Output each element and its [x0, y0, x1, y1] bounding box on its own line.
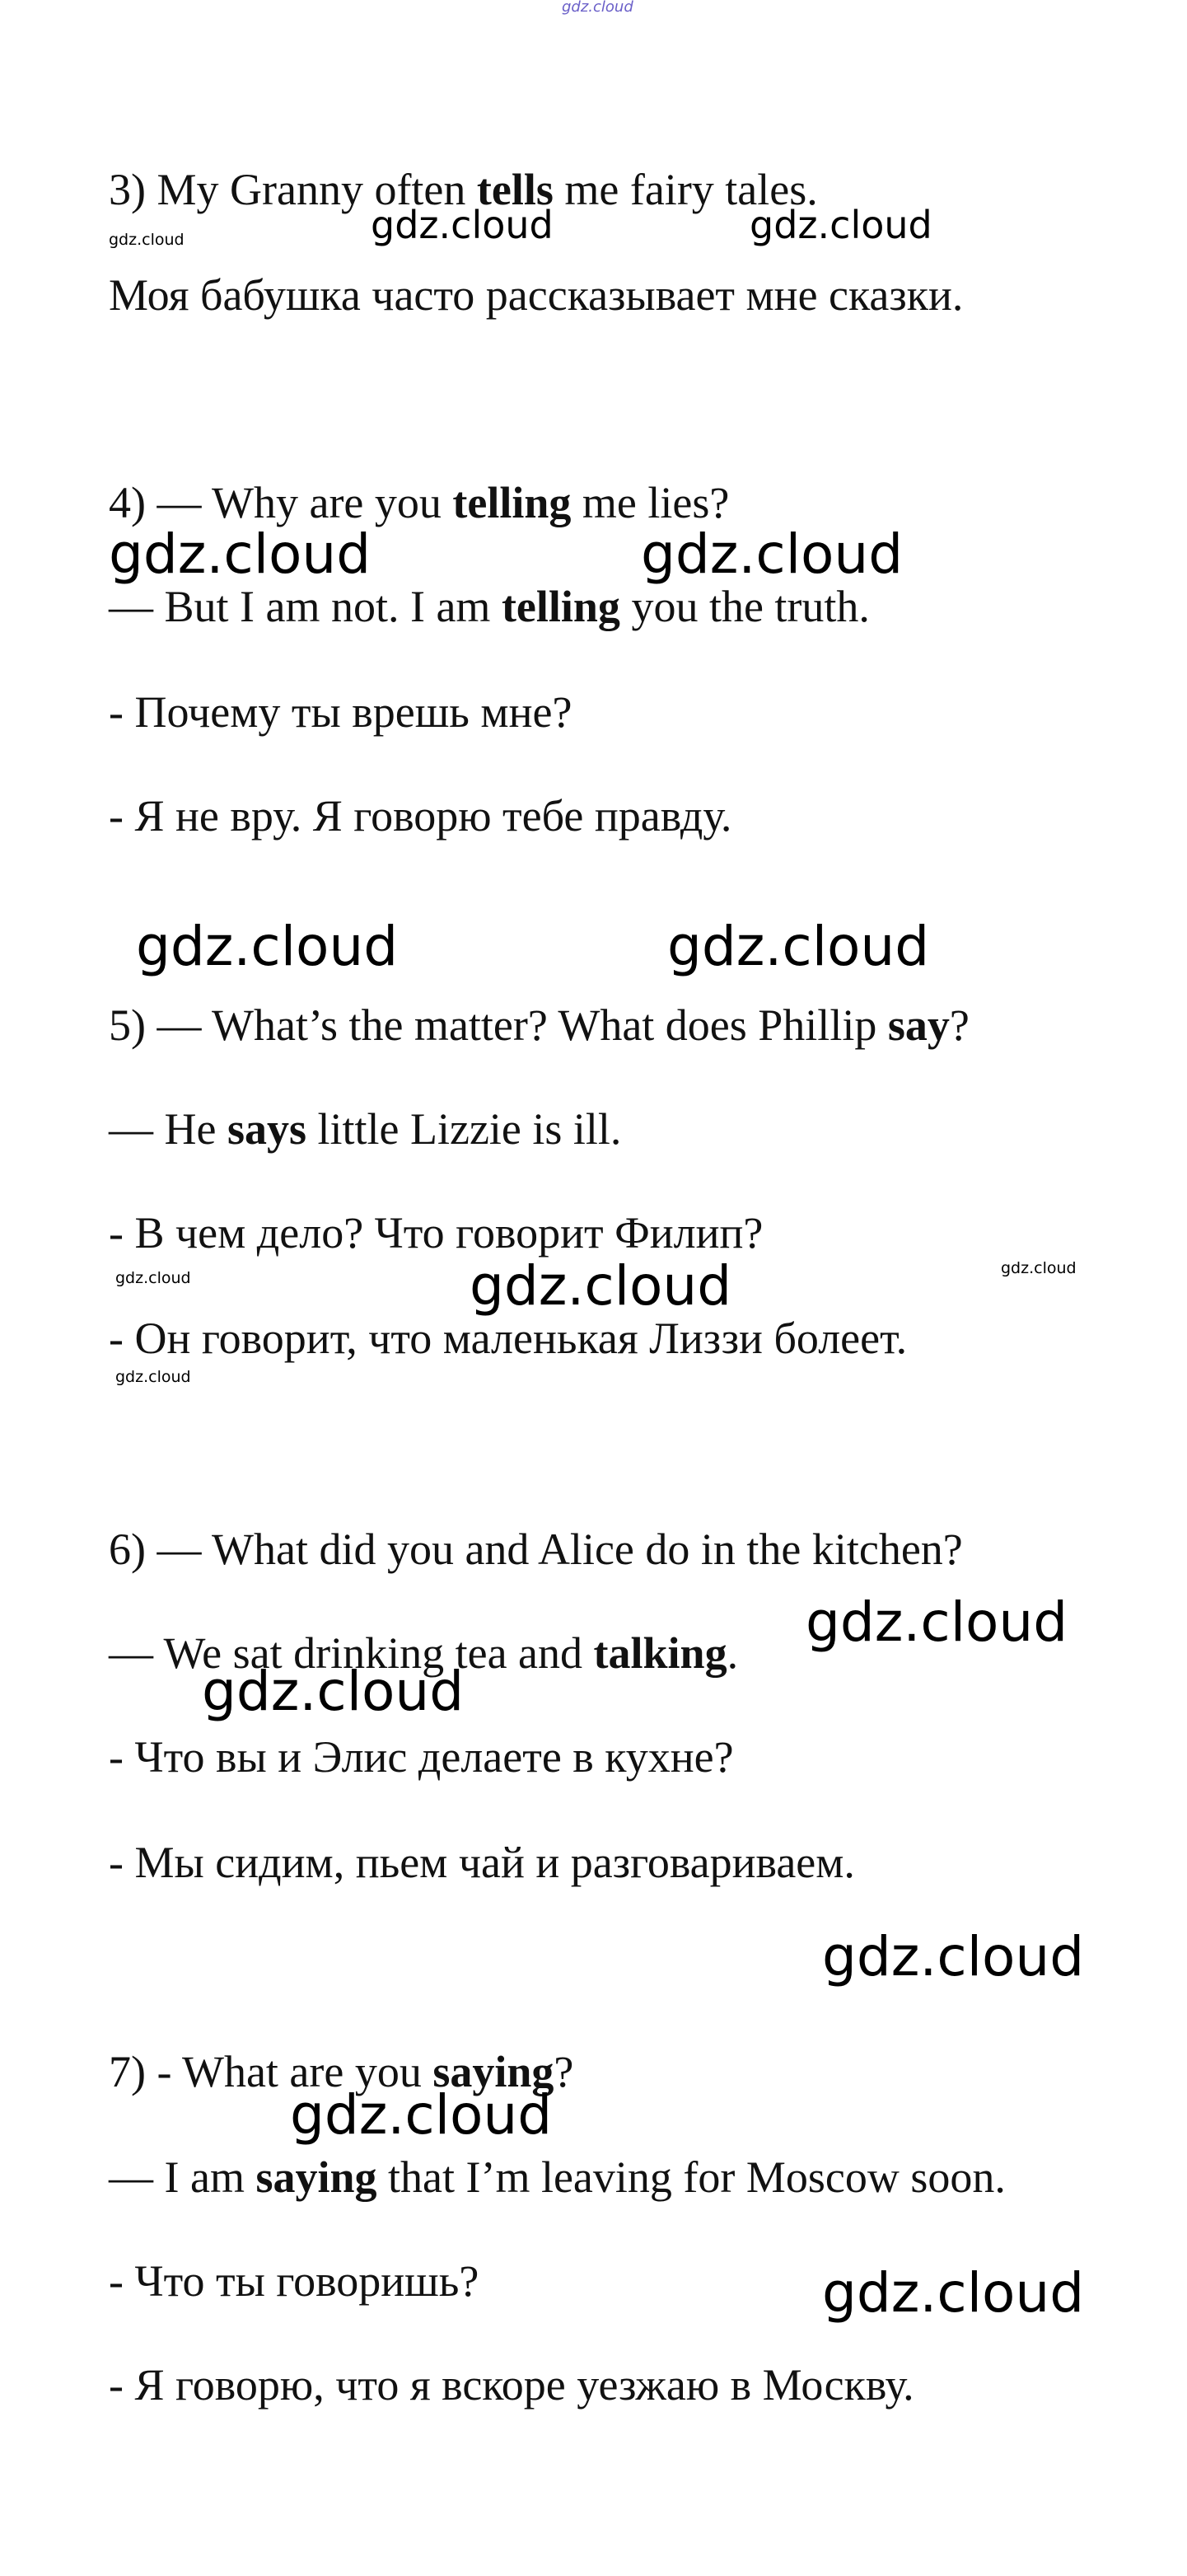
exercise-7-russian-line-2: - Я говорю, что я вскоре уезжаю в Москву.	[109, 2360, 914, 2410]
exercise-4-russian-line-1: - Почему ты врешь мне?	[109, 687, 572, 737]
exercise-6-english-line-2: — We sat drinking tea and talking.	[109, 1628, 739, 1678]
watermark: gdz.cloud	[115, 1368, 191, 1386]
exercise-3-russian: Моя бабушка часто рассказывает мне сказки.	[109, 270, 964, 320]
watermark: gdz.cloud	[750, 203, 932, 247]
exercise-number: 4)	[109, 478, 146, 527]
exercise-6-russian-line-1: - Что вы и Элис делаете в кухне?	[109, 1732, 734, 1782]
watermark: gdz.cloud	[371, 203, 554, 247]
exercise-4-russian-line-2: - Я не вру. Я говорю тебе правду.	[109, 791, 732, 841]
watermark: gdz.cloud	[667, 915, 930, 978]
exercise-7-english-line-2: — I am saying that I’m leaving for Moscow soon.	[109, 2152, 1006, 2202]
exercise-5-russian-line-1: - В чем дело? Что говорит Филип?	[109, 1208, 764, 1258]
watermark: gdz.cloud	[109, 231, 185, 249]
key-verb: telling	[501, 582, 620, 631]
exercise-5-english-line-2: — He says little Lizzie is ill.	[109, 1104, 622, 1154]
watermark: gdz.cloud	[109, 522, 372, 586]
key-verb: say	[887, 1000, 950, 1050]
watermark: gdz.cloud	[136, 915, 399, 978]
top-watermark: gdz.cloud	[562, 0, 633, 16]
key-verb: saying	[432, 2047, 554, 2096]
exercise-6-russian-line-2: - Мы сидим, пьем чай и разговариваем.	[109, 1838, 855, 1887]
key-verb: telling	[452, 478, 572, 527]
key-verb: talking	[593, 1628, 727, 1678]
exercise-number: 5)	[109, 1000, 146, 1050]
exercise-number: 3)	[109, 165, 146, 214]
exercise-3-english: 3) My Granny often tells me fairy tales.	[109, 165, 818, 214]
key-verb: saying	[255, 2152, 377, 2202]
watermark: gdz.cloud	[822, 2261, 1085, 2325]
exercise-5-english-line-1: 5) — What’s the matter? What does Phillip say?	[109, 1000, 970, 1050]
exercise-4-english-line-2: — But I am not. I am telling you the truth.	[109, 582, 870, 631]
watermark: gdz.cloud	[822, 1925, 1085, 1988]
exercise-6-english-line-1: 6) — What did you and Alice do in the kitchen?	[109, 1525, 963, 1574]
key-verb: tells	[476, 165, 554, 214]
watermark: gdz.cloud	[290, 2083, 553, 2147]
exercise-number: 6)	[109, 1525, 146, 1574]
exercise-4-english-line-1: 4) — Why are you telling me lies?	[109, 478, 730, 527]
watermark: gdz.cloud	[806, 1590, 1068, 1654]
exercise-7-russian-line-1: - Что ты говоришь?	[109, 2256, 479, 2306]
watermark: gdz.cloud	[470, 1254, 732, 1318]
watermark: gdz.cloud	[115, 1269, 191, 1287]
key-verb: says	[227, 1104, 306, 1154]
exercise-5-russian-line-2: - Он говорит, что маленькая Лиззи болеет.	[109, 1314, 908, 1363]
exercise-7-english-line-1: 7) - What are you saying?	[109, 2047, 574, 2096]
watermark: gdz.cloud	[1001, 1259, 1077, 1277]
watermark: gdz.cloud	[641, 522, 904, 586]
watermark: gdz.cloud	[202, 1660, 465, 1723]
exercise-number: 7)	[109, 2047, 146, 2096]
